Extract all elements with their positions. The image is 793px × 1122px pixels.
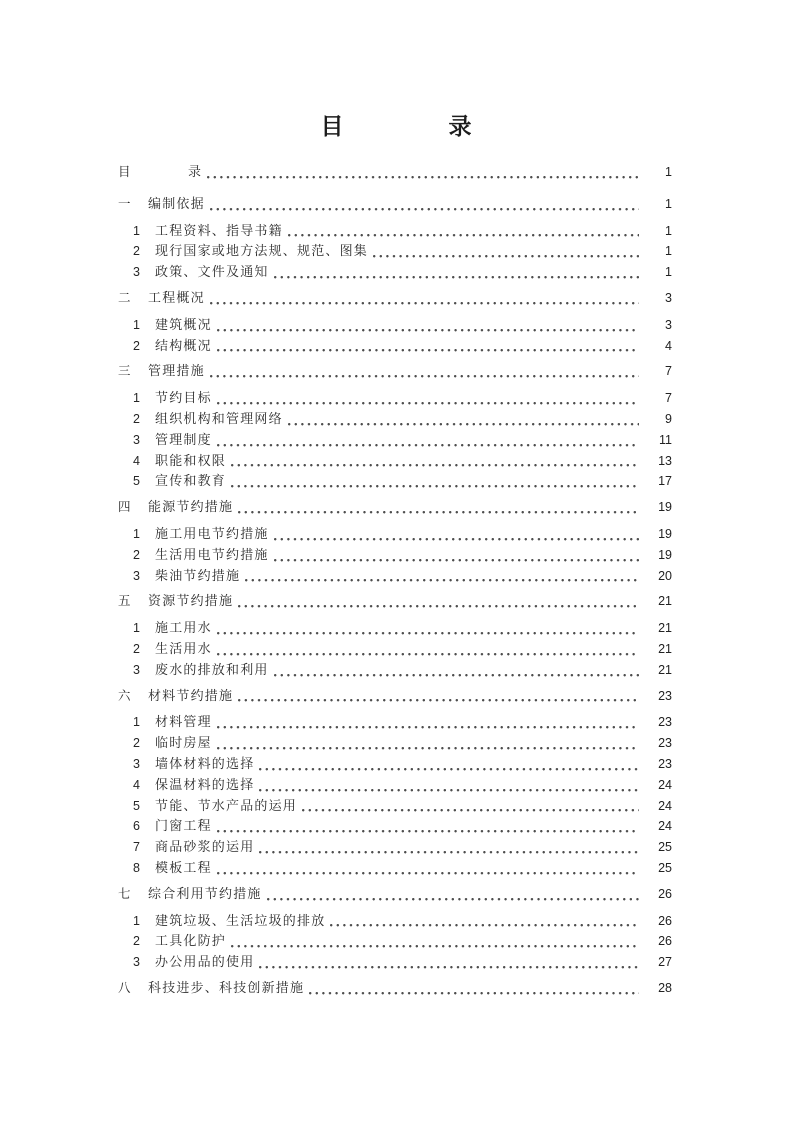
toc-entry[interactable] bbox=[118, 837, 672, 858]
toc-entry[interactable] bbox=[118, 430, 672, 451]
toc-entry-title: 柴油节约措施 bbox=[155, 567, 241, 583]
toc-entry-number: 3 bbox=[133, 662, 140, 677]
toc-entry-title: 编制依据 bbox=[148, 195, 205, 211]
toc-entry-number: 五 bbox=[118, 594, 131, 609]
dotted-leader bbox=[256, 837, 641, 858]
toc-entry-number: 1 bbox=[133, 223, 140, 238]
toc-entry-title: 管理制度 bbox=[155, 431, 212, 447]
dotted-leader bbox=[271, 545, 641, 566]
toc-entry-number: 二 bbox=[118, 290, 131, 305]
toc-entry-page: 25 bbox=[658, 860, 672, 875]
toc-entry-page: 23 bbox=[658, 756, 672, 771]
toc-entry-number: 4 bbox=[133, 453, 140, 468]
page-title-left-char: 目 bbox=[320, 114, 345, 139]
dotted-leader bbox=[235, 497, 641, 518]
toc-entry-number: 7 bbox=[133, 840, 140, 855]
toc-entry-page: 13 bbox=[658, 453, 672, 468]
toc-entry-title: 宣传和教育 bbox=[155, 473, 227, 489]
toc-entry[interactable] bbox=[118, 388, 672, 409]
toc-entry-number: 1 bbox=[133, 715, 140, 730]
dotted-leader bbox=[214, 315, 641, 336]
toc-entry-title: 科技进步、科技创新措施 bbox=[148, 979, 305, 995]
toc-entry-title: 节约目标 bbox=[155, 390, 212, 406]
toc-entry-number: 一 bbox=[118, 196, 131, 211]
toc-entry-title: 材料管理 bbox=[155, 714, 212, 730]
table-of-contents bbox=[0, 157, 793, 1005]
toc-entry[interactable] bbox=[118, 221, 672, 242]
dotted-leader bbox=[204, 162, 641, 183]
toc-entry-title: 保温材料的选择 bbox=[155, 776, 255, 792]
toc-entry[interactable] bbox=[118, 639, 672, 660]
toc-entry-number: 2 bbox=[133, 934, 140, 949]
toc-entry-page: 3 bbox=[665, 290, 672, 305]
toc-entry[interactable] bbox=[118, 816, 672, 837]
toc-entry-number: 七 bbox=[118, 886, 131, 901]
toc-entry-title: 建筑概况 bbox=[155, 316, 212, 332]
toc-entry-title: 现行国家或地方法规、规范、图集 bbox=[155, 243, 369, 259]
toc-entry[interactable] bbox=[118, 884, 672, 905]
toc-entry-title: 废水的排放和利用 bbox=[155, 661, 269, 677]
page-title bbox=[0, 0, 793, 141]
toc-entry[interactable] bbox=[118, 660, 672, 681]
toc-entry-page: 27 bbox=[658, 955, 672, 970]
toc-entry[interactable] bbox=[118, 858, 672, 879]
toc-entry-number: 四 bbox=[118, 500, 131, 515]
toc-entry-page: 23 bbox=[658, 715, 672, 730]
toc-entry-number: 2 bbox=[133, 736, 140, 751]
toc-entry[interactable] bbox=[118, 978, 672, 999]
toc-entry-title: 组织机构和管理网络 bbox=[155, 410, 283, 426]
toc-entry-number: 5 bbox=[133, 798, 140, 813]
toc-entry-page: 19 bbox=[658, 500, 672, 515]
dotted-leader bbox=[271, 524, 641, 545]
dotted-leader bbox=[214, 388, 641, 409]
toc-entry-number: 3 bbox=[133, 955, 140, 970]
toc-entry-number: 2 bbox=[133, 244, 140, 259]
toc-entry-number: 2 bbox=[133, 411, 140, 426]
toc-entry-number: 5 bbox=[133, 474, 140, 489]
toc-entry[interactable] bbox=[118, 409, 672, 430]
toc-entry-title: 结构概况 bbox=[155, 337, 212, 353]
toc-entry[interactable] bbox=[118, 754, 672, 775]
toc-entry[interactable] bbox=[118, 733, 672, 754]
toc-entry-number: 三 bbox=[118, 364, 131, 379]
dotted-leader bbox=[214, 712, 641, 733]
toc-entry-number: 1 bbox=[133, 317, 140, 332]
toc-entry[interactable] bbox=[118, 241, 672, 262]
toc-entry[interactable] bbox=[118, 952, 672, 973]
toc-entry-title: 工程资料、指导书籍 bbox=[155, 222, 283, 238]
toc-entry-page: 23 bbox=[658, 688, 672, 703]
toc-entry-page: 20 bbox=[658, 568, 672, 583]
toc-entry-title: 办公用品的使用 bbox=[155, 954, 255, 970]
dotted-leader bbox=[235, 686, 641, 707]
dotted-leader bbox=[299, 796, 641, 817]
toc-entry-number: 6 bbox=[133, 819, 140, 834]
toc-entry-title: 生活用电节约措施 bbox=[155, 546, 269, 562]
toc-entry[interactable] bbox=[118, 315, 672, 336]
toc-entry-page: 26 bbox=[658, 886, 672, 901]
toc-entry-page: 25 bbox=[658, 840, 672, 855]
toc-entry-number: 8 bbox=[133, 860, 140, 875]
toc-entry-number: 4 bbox=[133, 777, 140, 792]
toc-entry-number: 3 bbox=[133, 432, 140, 447]
toc-entry-title: 政策、文件及通知 bbox=[155, 264, 269, 280]
toc-entry-page: 23 bbox=[658, 736, 672, 751]
toc-entry[interactable] bbox=[118, 361, 672, 382]
toc-entry-title: 门窗工程 bbox=[155, 818, 212, 834]
dotted-leader bbox=[285, 409, 641, 430]
dotted-leader bbox=[214, 858, 641, 879]
dotted-leader bbox=[256, 952, 641, 973]
toc-entry-title: 商品砂浆的运用 bbox=[155, 839, 255, 855]
toc-entry-title: 生活用水 bbox=[155, 640, 212, 656]
toc-entry-number: 1 bbox=[133, 621, 140, 636]
dotted-leader bbox=[207, 288, 641, 309]
toc-entry-title: 能源节约措施 bbox=[148, 499, 234, 515]
toc-entry-title: 工具化防护 bbox=[155, 933, 227, 949]
toc-entry-title: 管理措施 bbox=[148, 363, 205, 379]
dotted-leader bbox=[214, 430, 641, 451]
toc-entry-page: 24 bbox=[658, 777, 672, 792]
dotted-leader bbox=[214, 639, 641, 660]
toc-entry-page: 21 bbox=[658, 594, 672, 609]
toc-entry-title: 综合利用节约措施 bbox=[148, 885, 262, 901]
toc-entry-page: 1 bbox=[665, 165, 672, 179]
toc-entry-number: 3 bbox=[133, 756, 140, 771]
toc-entry-number: 2 bbox=[133, 338, 140, 353]
toc-entry-page: 21 bbox=[658, 621, 672, 636]
dotted-leader bbox=[228, 471, 641, 492]
toc-entry[interactable] bbox=[118, 775, 672, 796]
dotted-leader bbox=[214, 816, 641, 837]
toc-entry-page: 26 bbox=[658, 934, 672, 949]
toc-entry-title: 施工用水 bbox=[155, 620, 212, 636]
toc-entry-page: 28 bbox=[658, 980, 672, 995]
toc-entry-number: 2 bbox=[133, 641, 140, 656]
toc-entry-title: 资源节约措施 bbox=[148, 593, 234, 609]
toc-entry-page: 11 bbox=[659, 432, 672, 447]
toc-entry-title: 临时房屋 bbox=[155, 735, 212, 751]
toc-entry-page: 7 bbox=[665, 391, 672, 406]
dotted-leader bbox=[256, 775, 641, 796]
toc-entry-number: 3 bbox=[133, 265, 140, 280]
toc-entry[interactable] bbox=[118, 796, 672, 817]
dotted-leader bbox=[256, 754, 641, 775]
toc-entry-number: 八 bbox=[118, 980, 131, 995]
toc-entry[interactable] bbox=[118, 911, 672, 932]
toc-entry-page: 26 bbox=[658, 913, 672, 928]
toc-entry-title: 模板工程 bbox=[155, 859, 212, 875]
toc-entry-page: 17 bbox=[658, 474, 672, 489]
dotted-leader bbox=[327, 911, 641, 932]
dotted-leader bbox=[271, 262, 641, 283]
toc-entry[interactable] bbox=[118, 497, 672, 518]
toc-entry-page: 21 bbox=[658, 641, 672, 656]
dotted-leader bbox=[306, 978, 641, 999]
toc-entry[interactable] bbox=[118, 194, 672, 215]
toc-entry-number: 1 bbox=[133, 391, 140, 406]
toc-entry-page: 1 bbox=[665, 196, 672, 211]
toc-entry[interactable] bbox=[118, 686, 672, 707]
toc-entry[interactable] bbox=[118, 618, 672, 639]
toc-entry-number: 1 bbox=[133, 526, 140, 541]
toc-entry-page: 7 bbox=[665, 364, 672, 379]
dotted-leader bbox=[242, 566, 641, 587]
toc-entry-page: 19 bbox=[658, 547, 672, 562]
toc-entry-page: 19 bbox=[658, 526, 672, 541]
toc-entry[interactable] bbox=[118, 591, 672, 612]
dotted-leader bbox=[228, 451, 641, 472]
dotted-leader bbox=[207, 194, 641, 215]
toc-entry[interactable] bbox=[118, 712, 672, 733]
dotted-leader bbox=[285, 221, 641, 242]
toc-entry-title: 建筑垃圾、生活垃圾的排放 bbox=[155, 912, 326, 928]
toc-entry-page: 24 bbox=[658, 819, 672, 834]
toc-entry[interactable] bbox=[118, 566, 672, 587]
dotted-leader bbox=[214, 336, 641, 357]
toc-entry-title: 工程概况 bbox=[148, 289, 205, 305]
dotted-leader bbox=[235, 591, 641, 612]
toc-entry-page: 1 bbox=[665, 223, 672, 238]
toc-entry-title: 墙体材料的选择 bbox=[155, 755, 255, 771]
toc-entry-number: 1 bbox=[133, 913, 140, 928]
toc-entry-page: 1 bbox=[665, 244, 672, 259]
toc-entry-number: 目 bbox=[118, 165, 131, 179]
dotted-leader bbox=[214, 733, 641, 754]
dotted-leader bbox=[207, 361, 641, 382]
toc-entry-title: 施工用电节约措施 bbox=[155, 525, 269, 541]
toc-entry-page: 21 bbox=[658, 662, 672, 677]
toc-entry-page: 3 bbox=[665, 317, 672, 332]
toc-entry-page: 4 bbox=[665, 338, 672, 353]
toc-entry-number: 2 bbox=[133, 547, 140, 562]
dotted-leader bbox=[264, 884, 641, 905]
dotted-leader bbox=[370, 241, 641, 262]
toc-entry[interactable] bbox=[118, 471, 672, 492]
toc-entry-page: 9 bbox=[665, 411, 672, 426]
toc-entry[interactable] bbox=[118, 162, 672, 183]
toc-entry-number: 六 bbox=[118, 688, 131, 703]
toc-entry-title: 材料节约措施 bbox=[148, 687, 234, 703]
toc-entry-page: 1 bbox=[665, 265, 672, 280]
page-title-right-char: 录 bbox=[448, 114, 473, 139]
toc-entry-title: 录 bbox=[188, 164, 203, 179]
toc-entry[interactable] bbox=[118, 451, 672, 472]
toc-entry[interactable] bbox=[118, 524, 672, 545]
toc-entry[interactable] bbox=[118, 931, 672, 952]
toc-entry-page: 24 bbox=[658, 798, 672, 813]
dotted-leader bbox=[271, 660, 641, 681]
toc-entry-number: 3 bbox=[133, 568, 140, 583]
dotted-leader bbox=[228, 931, 641, 952]
toc-entry-title: 节能、节水产品的运用 bbox=[155, 797, 298, 813]
toc-entry-title: 职能和权限 bbox=[155, 452, 227, 468]
toc-entry[interactable] bbox=[118, 336, 672, 357]
toc-entry[interactable] bbox=[118, 545, 672, 566]
toc-entry[interactable] bbox=[118, 288, 672, 309]
dotted-leader bbox=[214, 618, 641, 639]
toc-entry[interactable] bbox=[118, 262, 672, 283]
